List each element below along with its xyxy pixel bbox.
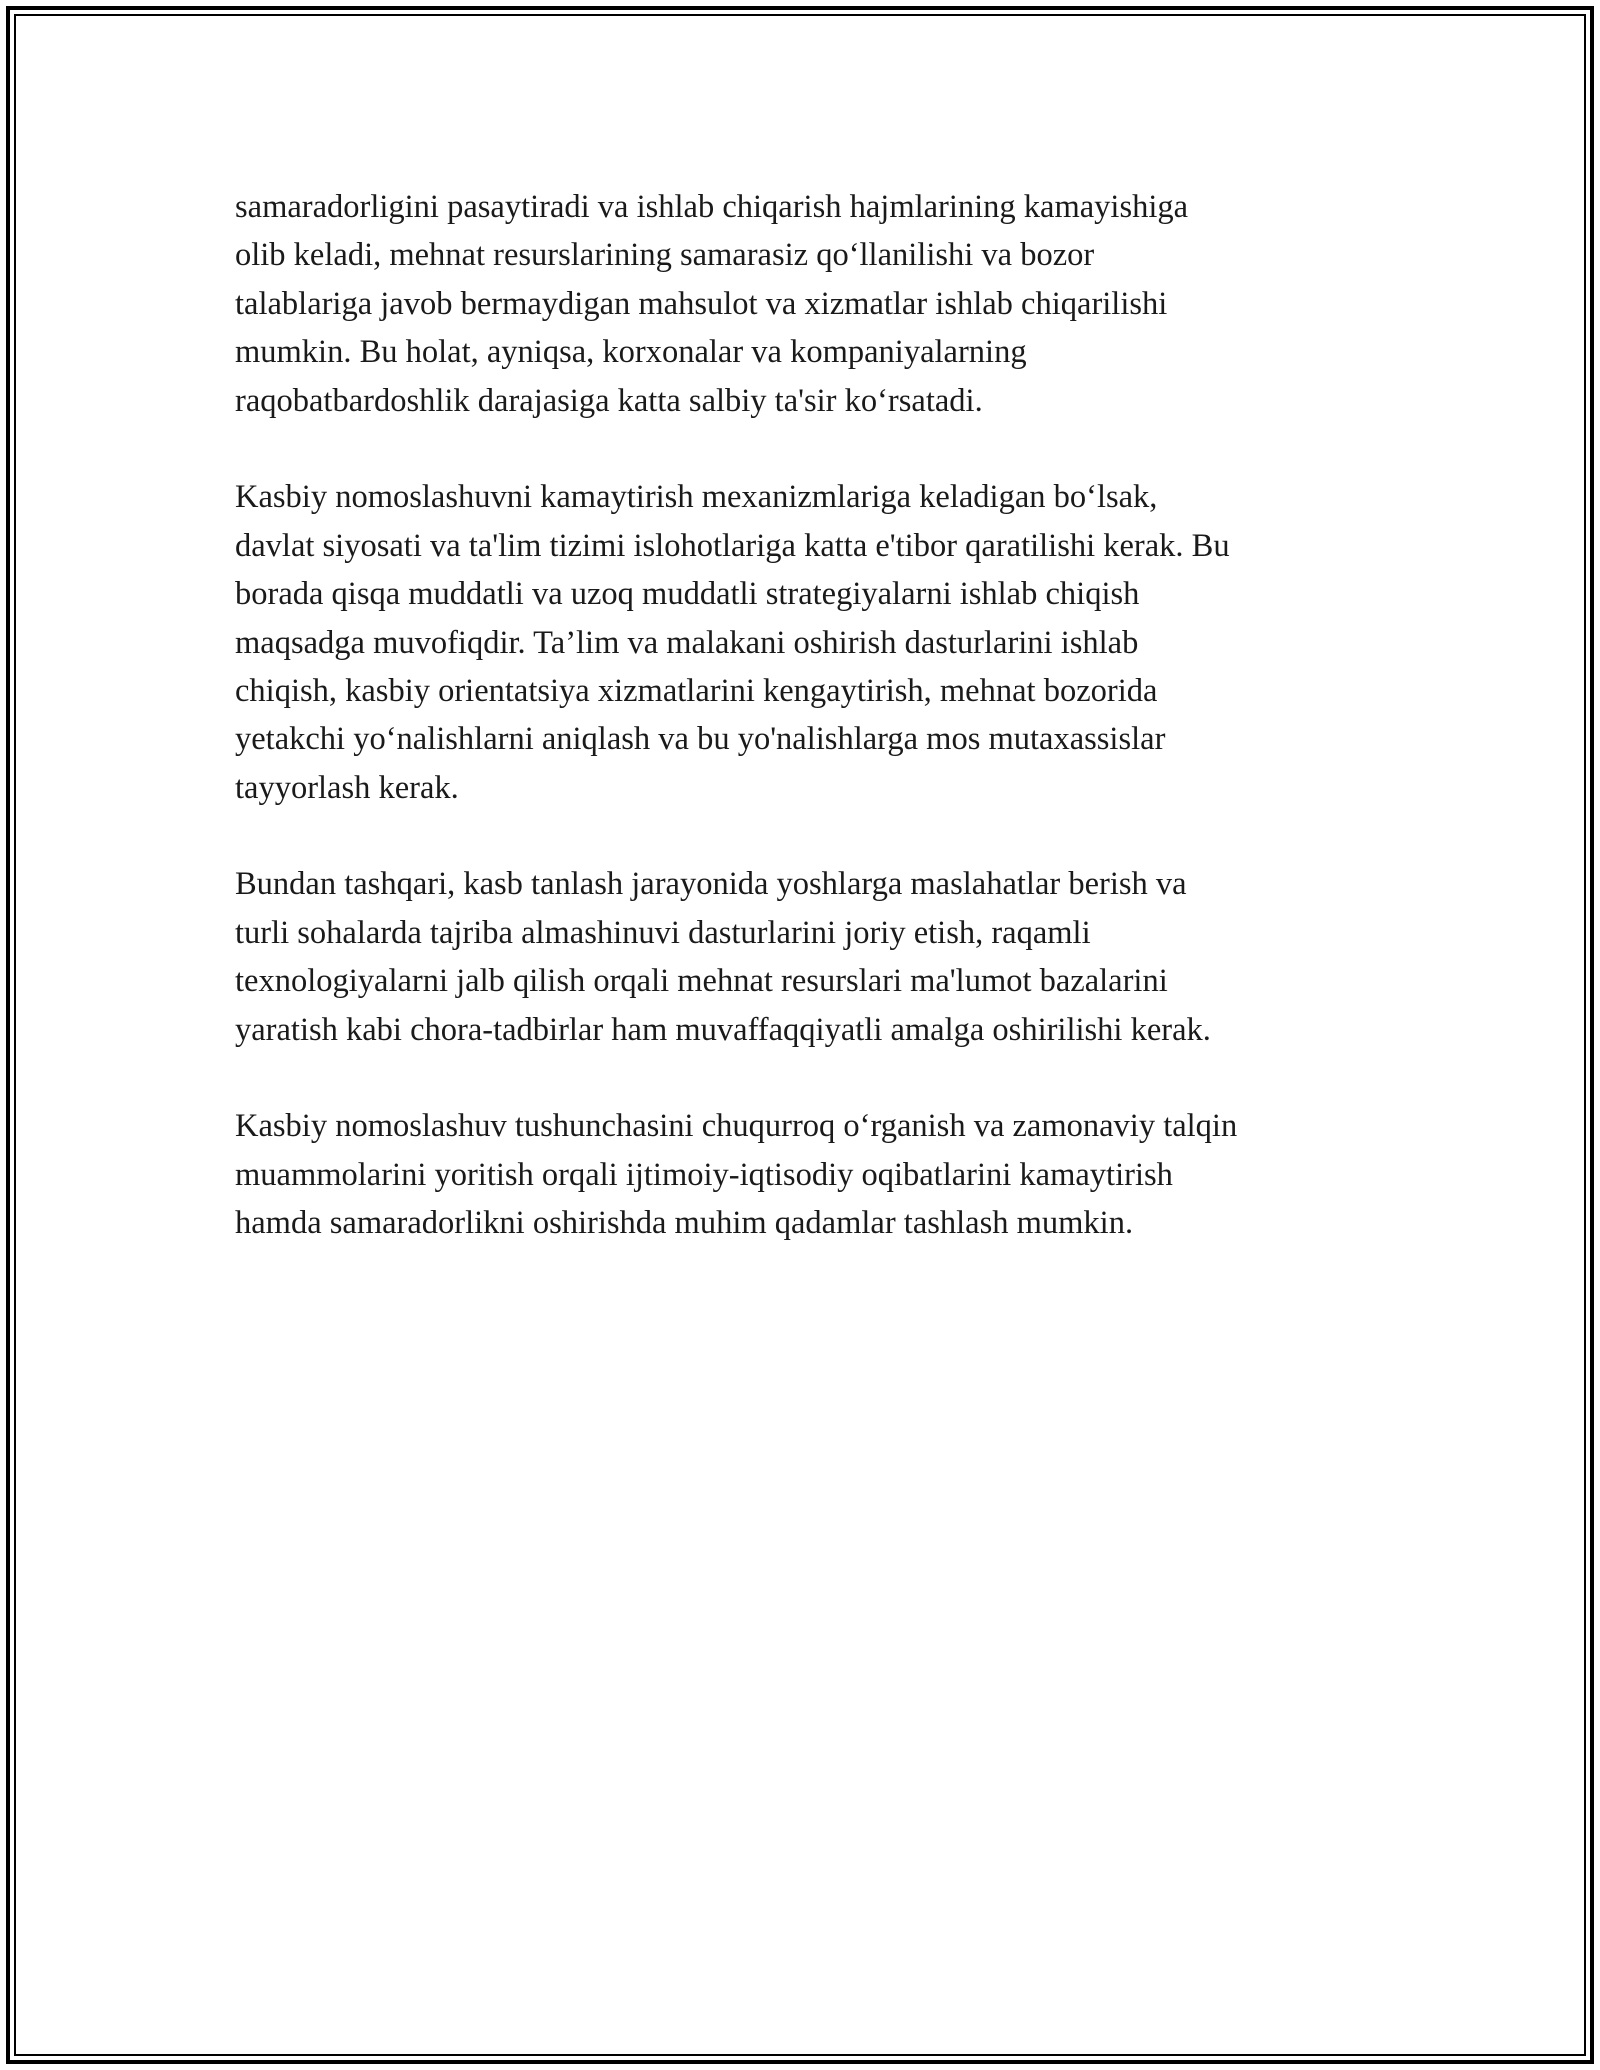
text-line: mumkin. Bu holat, ayniqsa, korxonalar va kompaniyalarning — [235, 334, 1027, 371]
paragraph-1 — [235, 183, 1405, 425]
text-line: yetakchi yo‘nalishlarni aniqlash va bu yo'nalishlarga mos mutaxassislar — [235, 721, 1166, 758]
text-line: borada qisqa muddatli va uzoq muddatli strategiyalarni ishlab chiqish — [235, 576, 1140, 613]
paragraph-4 — [235, 1102, 1405, 1247]
text-line: Kasbiy nomoslashuvni kamaytirish mexanizmlariga keladigan bo‘lsak, — [235, 479, 1158, 516]
text-line: samaradorligini pasaytiradi va ishlab chiqarish hajmlarining kamayishiga — [235, 189, 1189, 225]
paragraph-3 — [235, 860, 1405, 1054]
text-line: raqobatbardoshlik darajasiga katta salbiy ta'sir ko‘rsatadi. — [235, 382, 983, 419]
text-line: Kasbiy nomoslashuv tushunchasini chuqurroq o‘rganish va zamonaviy talqin — [235, 1108, 1238, 1145]
text-line: Bundan tashqari, kasb tanlash jarayonida yoshlarga maslahatlar berish va — [235, 866, 1187, 903]
paragraph-2 — [235, 473, 1405, 812]
text-line: davlat siyosati va ta'lim tizimi islohotlariga katta e'tibor qaratilishi kerak. Bu — [235, 527, 1230, 564]
text-line: yaratish kabi chora-tadbirlar ham muvaffaqqiyatli amalga oshirilishi kerak. — [235, 1011, 1211, 1048]
text-line: hamda samaradorlikni oshirishda muhim qadamlar tashlash mumkin. — [235, 1205, 1134, 1242]
text-line: texnologiyalarni jalb qilish orqali mehnat resurslari ma'lumot bazalarini — [235, 963, 1168, 1000]
text-line: muammolarini yoritish orqali ijtimoiy-iqtisodiy oqibatlarini kamaytirish — [235, 1156, 1173, 1193]
text-line: maqsadga muvofiqdir. Ta’lim va malakani oshirish dasturlarini ishlab — [235, 624, 1139, 661]
text-line: talablariga javob bermaydigan mahsulot va xizmatlar ishlab chiqarilishi — [235, 285, 1168, 322]
text-line: tayyorlash kerak. — [235, 769, 459, 806]
text-line: olib keladi, mehnat resurslarining samarasiz qo‘llanilishi va bozor — [235, 237, 1095, 274]
text-line: turli sohalarda tajriba almashinuvi dasturlarini joriy etish, raqamli — [235, 914, 1091, 951]
text-line: chiqish, kasbiy orientatsiya xizmatlarini kengaytirish, mehnat bozorida — [235, 672, 1158, 709]
document-body — [235, 183, 1405, 1248]
